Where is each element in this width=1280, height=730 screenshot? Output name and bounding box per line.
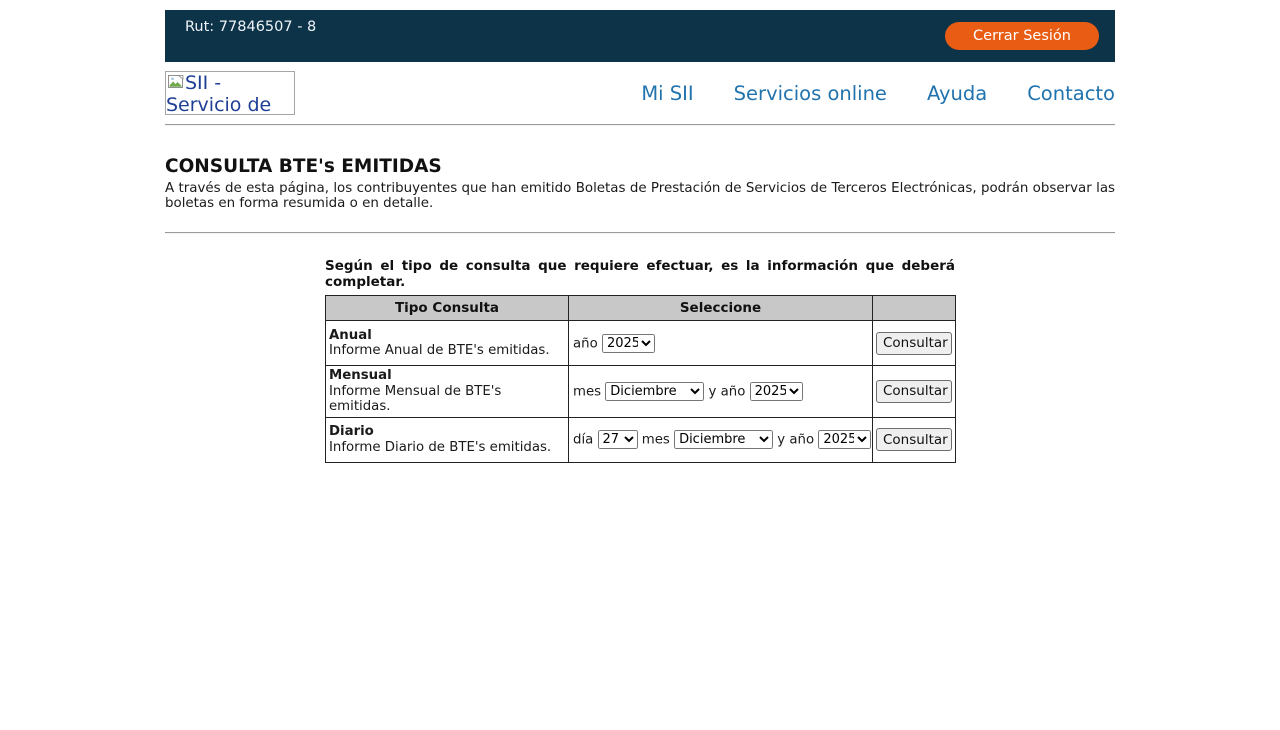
page-description: A través de esta página, los contribuyentes que han emitido Boletas de Prestación de Servicios de Terceros Electrónicas, podrán observar las boletas en forma resumida o en detalle. [165, 181, 1115, 211]
mensual-consultar-button[interactable]: Consultar [876, 380, 952, 403]
consulta-table [325, 295, 956, 463]
nav-mi-sii[interactable]: Mi SII [641, 81, 694, 105]
logo-alt-text: SII - Servicio de [166, 72, 272, 115]
page-title: CONSULTA BTE's EMITIDAS [165, 156, 442, 177]
header-divider [165, 124, 1115, 126]
instruction-text: Según el tipo de consulta que requiere efectuar, es la información que deberá completar. [325, 258, 955, 290]
mensual-description: Informe Mensual de BTE's emitidas. [329, 383, 502, 414]
anual-description: Informe Anual de BTE's emitidas. [329, 343, 550, 358]
consulta-section [325, 259, 955, 463]
nav-ayuda[interactable]: Ayuda [926, 81, 988, 105]
diario-ano-select[interactable] [818, 430, 871, 449]
header-empty [873, 296, 956, 321]
logout-button[interactable]: Cerrar Sesión [945, 22, 1099, 50]
sii-logo-link[interactable] [165, 71, 295, 115]
mensual-label: Mensual [329, 368, 392, 383]
nav-contacto[interactable]: Contacto [1027, 81, 1115, 105]
nav-servicios-online[interactable]: Servicios online [733, 81, 887, 105]
anual-ano-label: año [573, 336, 598, 351]
broken-image-icon [168, 72, 184, 94]
diario-mes-select[interactable] [674, 430, 773, 449]
rut-label: Rut: 77846507 - 8 [185, 19, 317, 35]
anual-label: Anual [329, 327, 372, 343]
table-header-row [326, 296, 956, 321]
header-tipo-consulta: Tipo Consulta [326, 296, 569, 321]
header-seleccione: Seleccione [569, 296, 873, 321]
page-container [165, 10, 1115, 463]
diario-dia-select[interactable] [598, 430, 638, 449]
mensual-mes-label: mes [573, 384, 602, 400]
anual-action-cell [873, 321, 956, 366]
header [165, 62, 1115, 124]
diario-description: Informe Diario de BTE's emitidas. [329, 439, 552, 455]
diario-action-cell [873, 417, 956, 462]
topbar [165, 10, 1115, 62]
main-nav [641, 82, 1115, 105]
mensual-ano-select[interactable] [750, 382, 803, 401]
diario-mes-label: mes [641, 432, 670, 448]
content-divider [165, 232, 1115, 234]
mensual-mes-select[interactable] [605, 382, 704, 401]
diario-consultar-button[interactable]: Consultar [876, 428, 952, 451]
diario-label: Diario [329, 424, 374, 439]
mensual-action-cell [873, 366, 956, 418]
table-row-anual [326, 321, 956, 366]
diario-select-cell [569, 417, 873, 462]
mensual-tipo-cell [326, 366, 569, 418]
diario-ano-label: y año [777, 432, 815, 448]
mensual-ano-label: y año [708, 384, 746, 400]
anual-select-cell [569, 321, 873, 366]
diario-tipo-cell [326, 417, 569, 462]
table-row-diario [326, 417, 956, 462]
anual-ano-select[interactable] [602, 334, 655, 353]
anual-tipo-cell [326, 321, 569, 366]
mensual-select-cell [569, 366, 873, 418]
anual-consultar-button[interactable]: Consultar [876, 332, 952, 355]
diario-dia-label: día [573, 432, 594, 448]
table-row-mensual [326, 366, 956, 418]
